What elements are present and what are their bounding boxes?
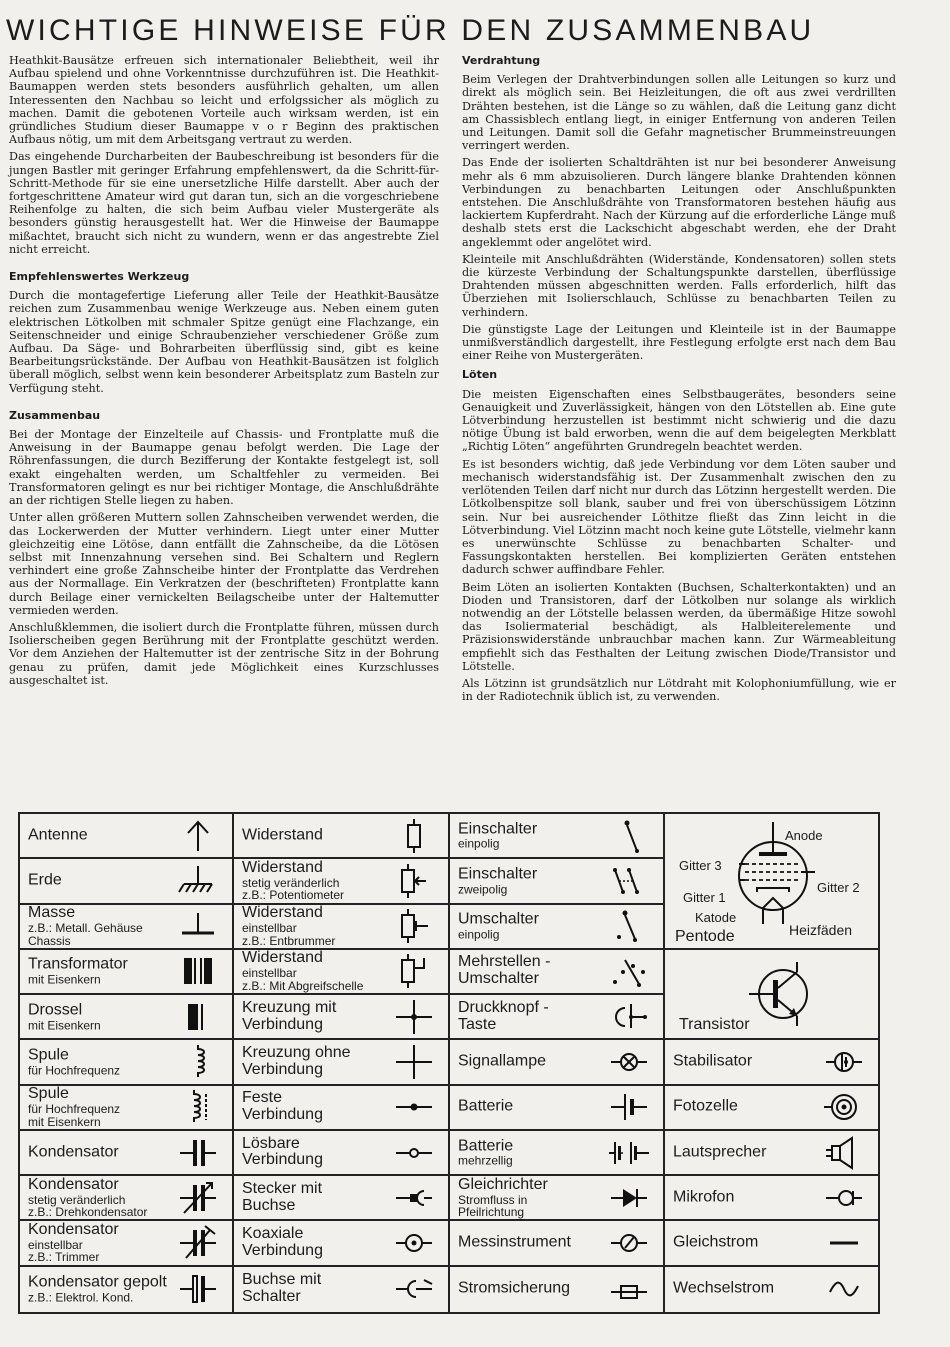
crossing-unconnected-icon	[394, 1043, 434, 1081]
multi-cell-battery-icon	[609, 1134, 649, 1172]
legend-label-line: Kreuzung ohne	[242, 1044, 351, 1062]
legend-cell-fixed-connection	[234, 1086, 448, 1131]
legend-cell-switch-single-pole	[450, 814, 663, 859]
legend-label-line: z.B.: Elektrol. Kond.	[28, 1290, 134, 1305]
legend-cell-antenna	[20, 814, 232, 859]
legend-label-line: einstellbar	[28, 1237, 83, 1252]
legend-label	[458, 1054, 546, 1071]
legend-cell-stabilizer	[665, 1040, 878, 1085]
legend-label-line: Taste	[458, 1015, 497, 1033]
stabilizer-icon	[824, 1043, 864, 1081]
legend-label-line: Widerstand	[242, 826, 323, 844]
rf-coil-core-icon	[178, 1088, 218, 1126]
legend-label-line: Widerstand	[242, 904, 323, 922]
rf-coil-icon	[178, 1043, 218, 1081]
legend-cell-switched-socket	[234, 1267, 448, 1312]
legend-label-line: Widerstand	[242, 859, 323, 876]
body-paragraph: Unter allen größeren Muttern sollen Zahnscheiben verwendet werden, die das Lockerwerden der Mutter verhindern. Liegt unter einer Mutter gleichzeitig eine Lötöse, dann entfällt die Zahnscheibe, da die Lötösen selbst mit Innenzahnung versehen sind. Bei Schaltern und Reglern verhindert eine große Zahnscheibe hinter der Frontplatte das Verdrehen aus der Normallage. Ein Verkratzen der (beschrifteten) Frontplatte kann durch Beilage einer vernickelten Beilagscheibe unter der Haltemutter vermieden werden.	[9, 511, 439, 617]
legend-label	[673, 1144, 766, 1161]
legend-label	[28, 1086, 120, 1128]
legend-label-line: für Hochfrequenz	[28, 1102, 121, 1117]
legend-label-line: Batterie	[458, 1136, 514, 1154]
legend-cell-battery	[450, 1086, 663, 1131]
legend-label-line: z.B.: Mit Abgreifschelle	[242, 978, 364, 993]
intro-paragraph: Heathkit-Bausätze erfreuen sich internationaler Beliebtheit, weil ihr Aufbau spielend und ohne Vorkenntnisse durchzuführen ist. Die Heathkit-Baumappen werden stets besonders ausführlich gehalten, um allen Interessenten den Nachbau so leicht und erfolgssicher als möglich zu machen. Damit die gebotenen Vorteile auch wirksam werden, ist ein gründliches Studium dieser Baumappe v o r Beginn des praktischen Aufbaus nötig, um mit dem Arbeitsgang vertraut zu werden.	[9, 54, 439, 147]
legend-label	[458, 1099, 513, 1116]
body-paragraph: Es ist besonders wichtig, daß jede Verbindung vor dem Löten sauber und mechanisch widerstandsfähig ist. Der Zusammenhalt zwischen den zu verlötenden Teilen darf nicht nur durch das Lötzinn hergestellt werden. Die Lötkolbenspitze soll blank, sauber und frei von überschüssigem Lötzinn sein. Nur bei ausreichender Löthitze fließt das Zinn leicht in die Lötverbindung. Viel Lötzinn macht noch keine gute Lötstelle, vielmehr kann es unerwünschte Schlüsse zu benachbarten Schalter- und Fassungskontakten herstellen. Bei komplizierten Geräten entstehen dadurch schwer auffindbare Fehler.	[462, 457, 896, 577]
legend-label-line: Gleichstrom	[673, 1233, 759, 1251]
legend-label-line: Schalter	[242, 1288, 301, 1306]
legend-label	[458, 866, 537, 895]
legend-label-line: einpolig	[458, 836, 500, 851]
body-paragraph: Beim Löten an isolierten Kontakten (Buchsen, Schalterkontakten) und an Dioden und Transistoren, darf der Lötkolben nur solange als wirklich notwendig an der Lötstelle belassen werden, da übermäßige Hitze sowohl das Isoliermaterial beschädigt, als Halbleiterelemente und Präzisionswiderstände unbrauchbar machen kann. Zur Wärmeableitung empfiehlt sich das Festhalten der Leitung zwischen Diode/Transistor und Lötstelle.	[462, 580, 896, 673]
transistor-label: Transistor	[679, 1016, 750, 1034]
body-paragraph: Beim Verlegen der Drahtverbindungen sollen alle Leitungen so kurz und direkt als möglich sein. Bei Heizleitungen, die oft aus zwei verdrillten Drähten bestehen, ist die Länge so zu wählen, daß die Leitung ganz dicht am Chassisblech entlang liegt, in einiger Entfernung von anderen Teilen und Leitungen. Damit soll die Gefahr magnetischer Brummeinstreuungen verringert werden.	[462, 73, 896, 153]
legend-label	[458, 1235, 571, 1252]
legend-label-line: Verbindung	[242, 1015, 323, 1033]
legend-cell-potentiometer	[234, 859, 448, 904]
legend-label-line: Feste	[242, 1089, 283, 1107]
anode-label: Anode	[785, 828, 823, 843]
legend-label-line: Fotozelle	[673, 1097, 738, 1115]
legend-cell-push-button	[450, 995, 663, 1040]
gitter1-label: Gitter 1	[683, 890, 726, 905]
body-paragraph: Bei der Montage der Einzelteile auf Chassis- und Frontplatte muß die Anweisung in der Baumappe genau befolgt werden. Die Lage der Röhrenfassungen, die durch Bezifferung der Kontakte festgelegt ist, soll exakt eingehalten werden, um Schaltfehler zu vermeiden. Bei Transformatoren gelingt es nur bei richtiger Montage, die Anschlußdrähte an der richtigen Stelle liegen zu haben.	[9, 428, 439, 508]
adjustable-resistor-icon	[394, 907, 434, 945]
legend-cell-coaxial	[234, 1221, 448, 1266]
legend-label-line: Mikrofon	[673, 1188, 735, 1206]
legend-label	[242, 1045, 351, 1079]
legend-cell-direct-current	[665, 1221, 878, 1266]
legend-label-line: Stromfluss in	[458, 1192, 528, 1207]
legend-label	[458, 1177, 548, 1219]
legend-cell-meter	[450, 1221, 663, 1266]
legend-label-line: mit Eisenkern	[28, 972, 101, 987]
legend-label-line: z.B.: Potentiometer	[242, 888, 345, 903]
battery-icon	[609, 1088, 649, 1126]
gitter2-label: Gitter 2	[817, 880, 860, 895]
legend-label	[242, 905, 335, 947]
legend-label	[458, 911, 539, 940]
heizfaeden-label: Heizfäden	[789, 922, 853, 938]
page-title: WICHTIGE HINWEISE FÜR DEN ZUSAMMENBAU	[6, 14, 815, 47]
legend-label-line: mehrzellig	[458, 1153, 513, 1168]
legend-label-line: Kondensator	[28, 1221, 119, 1239]
katode-label: Katode	[695, 910, 737, 925]
body-paragraph: Das Ende der isolierten Schaltdrähten ist nur bei besonderer Anweisung mehr als 6 mm abzuisolieren. Durch längere blanke Drahtenden können Verbindungen zu benachbarten Leitungen oder Anschlußpunkten entstehen. Die Anschlußdrähte von Transformatoren bestehen häufig aus lackiertem Kupferdraht. Nach der Kürzung auf die erforderliche Länge muß deshalb stets erst die Lackschicht abgeschabt werden, ehe der Draht angeklemmt oder angelötet wird.	[462, 156, 896, 249]
legend-label	[28, 1275, 167, 1304]
legend-label-line: Verbindung	[242, 1242, 323, 1260]
signal-lamp-icon	[609, 1043, 649, 1081]
legend-label	[28, 1222, 119, 1264]
variable-capacitor-icon	[178, 1179, 218, 1217]
legend-label-line: mit Eisenkern	[28, 1017, 101, 1032]
loudspeaker-icon	[824, 1134, 864, 1172]
legend-cell-signal-lamp	[450, 1040, 663, 1085]
legend-label-line: Batterie	[458, 1097, 514, 1115]
pentode-label: Pentode	[675, 928, 735, 945]
plug-socket-icon	[394, 1179, 434, 1217]
legend-label-line: Druckknopf -	[458, 998, 549, 1016]
legend-cell-pentode	[665, 814, 878, 950]
legend-label-line: Koaxiale	[242, 1225, 304, 1243]
legend-label-line: Spule	[28, 1085, 69, 1103]
legend-cell-choke	[20, 995, 232, 1040]
legend-label-line: Umschalter	[458, 910, 539, 928]
legend-cell-tapped-resistor	[234, 950, 448, 995]
tapped-resistor-icon	[394, 952, 434, 990]
switched-socket-icon	[394, 1270, 434, 1308]
legend-label-line: Gleichrichter	[458, 1176, 548, 1193]
legend-label-line: Widerstand	[242, 949, 323, 967]
legend-cell-rf-coil	[20, 1040, 232, 1085]
section-heading-loeten: Löten	[462, 368, 498, 382]
detachable-connection-icon	[394, 1134, 434, 1172]
legend-label	[28, 1047, 120, 1076]
resistor-icon	[394, 817, 434, 855]
legend-cell-crossing-connected	[234, 995, 448, 1040]
legend-cell-changeover-switch	[450, 905, 663, 950]
transistor-icon	[745, 958, 825, 1028]
legend-label-line: Verbindung	[242, 1060, 323, 1078]
legend-label-line: Kondensator gepolt	[28, 1273, 167, 1291]
legend-label-line: stetig veränderlich	[28, 1192, 126, 1207]
legend-label-line: z.B.: Drehkondensator	[28, 1205, 148, 1220]
crossing-connected-icon	[394, 998, 434, 1036]
rectifier-icon	[609, 1179, 649, 1217]
legend-label-line: Pfeilrichtung	[458, 1205, 525, 1220]
legend-label	[242, 1226, 323, 1260]
legend-label-line: einstellbar	[242, 966, 297, 981]
legend-cell-rectifier	[450, 1176, 663, 1221]
legend-label	[242, 1000, 336, 1034]
legend-label-line: Signallampe	[458, 1052, 547, 1070]
legend-label	[242, 1136, 323, 1170]
legend-label	[28, 827, 88, 844]
legend-label-line: mit Eisenkern	[28, 1114, 101, 1129]
legend-label	[673, 1099, 738, 1116]
legend-label	[242, 860, 344, 902]
body-paragraph: Das eingehende Durcharbeiten der Baubeschreibung ist besonders für die jungen Bastler mit geringer Erfahrung empfehlenswert, da die Schritt-für-Schritt-Methode für sie eine unersetzliche Hilfe darstellt. Aber auch der fortgeschrittene Amateur wird gut daran tun, sich an die vorgeschriebene Reihenfolge zu halten, die sich beim Aufbau vieler Mustergeräte als besonders günstig herausgestellt hat. Wer die Hinweise der Baumappe mißachtet, braucht sich nicht zu wundern, wenn er das angestrebte Ziel nicht erreicht.	[9, 150, 439, 256]
legend-cell-microphone	[665, 1176, 878, 1221]
legend-label-line: Buchse mit	[242, 1271, 322, 1289]
legend-label-line: Lösbare	[242, 1134, 300, 1152]
body-paragraph: Anschlußklemmen, die isoliert durch die Frontplatte führen, müssen durch Isolierscheiben gegen Berührung mit der Frontplatte geschützt werden. Vor dem Anziehen der Haltemutter ist der zentrische Sitz in der Bohrung genau zu prüfen, damit jede Möglichkeit eines Kurzschlusses ausgeschaltet ist.	[9, 620, 439, 687]
body-paragraph: Die meisten Eigenschaften eines Selbstbaugerätes, besonders seine Genauigkeit und Zuverlässigkeit, hängen von den Lötstellen ab. Eine gute Lötverbindung herzustellen ist bestimmt nicht schwierig und die dazu nötige Übung ist bald erworben, wenn die auf dem beigelegten Merkblatt „Richtig Löten“ angeführten Grundregeln beachtet werden.	[462, 387, 896, 454]
legend-label	[242, 950, 363, 992]
legend-label-line: Stabilisator	[673, 1052, 753, 1070]
legend-label	[673, 1281, 774, 1298]
legend-label-line: Spule	[28, 1046, 69, 1064]
meter-icon	[609, 1224, 649, 1262]
legend-label-line: für Hochfrequenz	[28, 1063, 121, 1078]
legend-cell-photocell	[665, 1086, 878, 1131]
legend-label	[242, 1273, 321, 1307]
legend-cell-variable-capacitor	[20, 1176, 232, 1221]
legend-cell-earth	[20, 859, 232, 904]
legend-label	[458, 1000, 549, 1034]
legend-label-line: Antenne	[28, 826, 88, 844]
changeover-switch-icon	[609, 907, 649, 945]
legend-label-line: Messinstrument	[458, 1233, 571, 1251]
legend-label-line: Einschalter	[458, 865, 538, 883]
switch-single-pole-icon	[609, 817, 649, 855]
legend-label-line: z.B.: Metall. Gehäuse	[28, 920, 143, 935]
legend-label	[458, 1281, 570, 1298]
legend-cell-multiway-switch	[450, 950, 663, 995]
legend-label-line: Kreuzung mit	[242, 998, 337, 1016]
legend-cell-multi-cell-battery	[450, 1131, 663, 1176]
legend-label-line: Einschalter	[458, 819, 538, 837]
legend-label-line: einpolig	[458, 927, 500, 942]
legend-label	[28, 872, 62, 889]
legend-label	[458, 1138, 513, 1167]
legend-label	[28, 1144, 119, 1161]
legend-label-line: z.B.: Trimmer	[28, 1250, 100, 1265]
legend-label-line: Chassis	[28, 933, 71, 948]
legend-label-line: Umschalter	[458, 970, 539, 988]
section-heading-zusammenbau: Zusammenbau	[9, 408, 101, 422]
earth-icon	[178, 862, 218, 900]
legend-cell-resistor	[234, 814, 448, 859]
legend-label	[28, 1177, 147, 1219]
legend-cell-plug-socket	[234, 1176, 448, 1221]
legend-label	[28, 957, 128, 986]
antenna-icon	[178, 817, 218, 855]
direct-current-icon	[824, 1224, 864, 1262]
legend-label-line: Mehrstellen -	[458, 953, 551, 971]
legend-cell-capacitor	[20, 1131, 232, 1176]
legend-label-line: Wechselstrom	[673, 1279, 775, 1297]
right-text-column	[462, 54, 896, 707]
potentiometer-icon	[394, 862, 434, 900]
legend-label-line: Masse	[28, 904, 76, 922]
fixed-connection-icon	[394, 1088, 434, 1126]
legend-label	[458, 821, 537, 850]
body-paragraph: Durch die montagefertige Lieferung aller Teile der Heathkit-Bausätze reichen zum Zusammenbau wenige Werkzeuge aus. Neben einem guten elektrischen Lötkolben mit schmaler Spitze genügt eine Flachzange, ein Seitenschneider und einige Schraubenzieher verschiedener Größe zum Aufbau. Da Säge- und Bohrarbeiten überflüssig sind, gibt es keine Bearbeitungsrückstände. Der Aufbau von Heathkit-Bausätzen ist folglich überall möglich, selbst wenn kein besonderer Arbeitsplatz zum Basteln zur Verfügung steht.	[9, 289, 439, 395]
fuse-icon	[609, 1270, 649, 1308]
coaxial-icon	[394, 1224, 434, 1262]
photocell-icon	[824, 1088, 864, 1126]
push-button-icon	[609, 998, 649, 1036]
legend-label	[242, 1181, 322, 1215]
legend-label-line: Stromsicherung	[458, 1279, 571, 1297]
switch-double-pole-icon	[609, 862, 649, 900]
body-paragraph: Kleinteile mit Anschlußdrähten (Widerstände, Kondensatoren) sollen stets die kürzeste Verbindung der Schaltungspunkte darstellen, überflüssige Drahtenden müssen abgeschnitten werden. Falls erforderlich, hilft das Überziehen mit Isolierschlauch, Schlüsse zu benachbarten Teilen zu verhindern.	[462, 252, 896, 319]
alternating-current-icon	[824, 1270, 864, 1308]
legend-cell-rf-coil-core	[20, 1086, 232, 1131]
multiway-switch-icon	[609, 952, 649, 990]
legend-label	[242, 827, 323, 844]
transformer-icon	[178, 952, 218, 990]
symbol-legend-table	[18, 812, 880, 1314]
legend-label-line: Verbindung	[242, 1151, 323, 1169]
trimmer-icon	[178, 1224, 218, 1262]
legend-cell-chassis-ground	[20, 905, 232, 950]
body-paragraph: Als Lötzinn ist grundsätzlich nur Lötdraht mit Kolophoniumfüllung, wie er in der Radiotechnik üblich ist, zu verwenden.	[462, 676, 896, 704]
microphone-icon	[824, 1179, 864, 1217]
legend-label-line: Lautsprecher	[673, 1143, 767, 1161]
legend-cell-adjustable-resistor	[234, 905, 448, 950]
legend-label-line: Erde	[28, 871, 62, 889]
legend-cell-transformer	[20, 950, 232, 995]
legend-label	[458, 955, 550, 989]
capacitor-icon	[178, 1134, 218, 1172]
legend-label	[673, 1235, 758, 1252]
legend-label	[673, 1189, 734, 1206]
legend-label	[28, 1002, 101, 1031]
polarized-capacitor-icon	[178, 1270, 218, 1308]
legend-label	[673, 1054, 752, 1071]
legend-label-line: Verbindung	[242, 1106, 323, 1124]
legend-label	[242, 1090, 323, 1124]
legend-label-line: stetig veränderlich	[242, 875, 340, 890]
legend-cell-trimmer	[20, 1221, 232, 1266]
legend-label-line: Stecker mit	[242, 1180, 323, 1197]
legend-cell-transistor	[665, 950, 878, 1041]
legend-cell-polarized-capacitor	[20, 1267, 232, 1312]
legend-label-line: einstellbar	[242, 920, 297, 935]
left-text-column	[9, 54, 439, 691]
gitter3-label: Gitter 3	[679, 858, 722, 873]
legend-label-line: Kondensator	[28, 1176, 119, 1193]
legend-label-line: Transformator	[28, 955, 128, 973]
legend-cell-switch-double-pole	[450, 859, 663, 904]
legend-label-line: Kondensator	[28, 1143, 119, 1161]
legend-label-line: Drossel	[28, 1001, 83, 1019]
legend-cell-crossing-unconnected	[234, 1040, 448, 1085]
legend-cell-loudspeaker	[665, 1131, 878, 1176]
legend-label	[28, 905, 143, 947]
legend-label-line: zweipolig	[458, 881, 508, 896]
body-paragraph: Die günstigste Lage der Leitungen und Kleinteile ist in der Baumappe unmißverständlich dargestellt, ihre Festlegung erfolgte erst nach dem Bau einer Reihe von Mustergeräten.	[462, 322, 896, 363]
chassis-ground-icon	[178, 907, 218, 945]
legend-cell-fuse	[450, 1267, 663, 1312]
section-heading-verdrahtung: Verdrahtung	[462, 54, 541, 67]
section-heading-werkzeug: Empfehlenswertes Werkzeug	[9, 270, 190, 284]
legend-label-line: z.B.: Entbrummer	[242, 933, 336, 948]
choke-icon	[178, 998, 218, 1036]
legend-cell-alternating-current	[665, 1267, 878, 1312]
legend-cell-detachable-connection	[234, 1131, 448, 1176]
legend-label-line: Buchse	[242, 1196, 296, 1214]
